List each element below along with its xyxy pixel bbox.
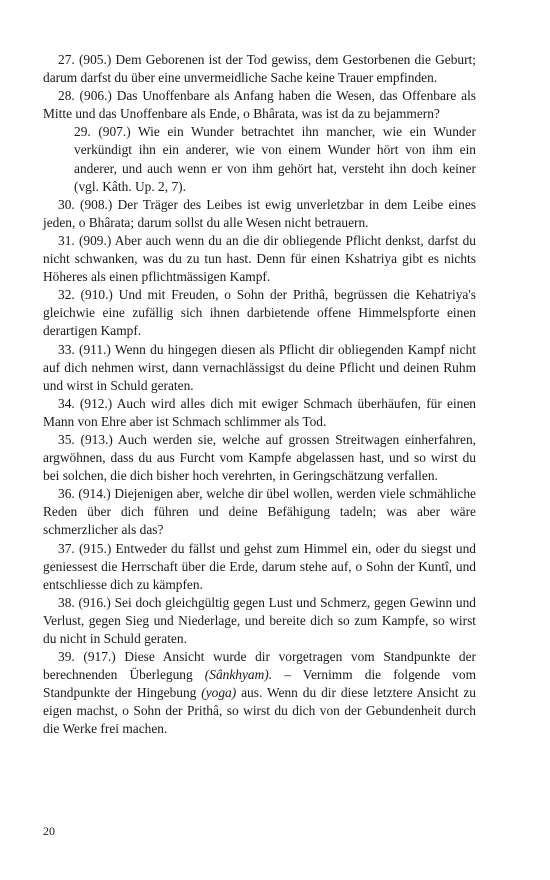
verse-39-text-before: 39. (917.) Diese Ansicht wurde dir vorgetragen vom Standpunkte der berechnenden Überlegung [43, 649, 476, 683]
verse-36: 36. (914.) Diejenigen aber, welche dir übel wollen, werden viele schmähliche Reden über dich führen und deine Befähigung tadeln; was aber wäre schmerzlicher als das? [43, 486, 476, 538]
verse-38: 38. (916.) Sei doch gleichgültig gegen Lust und Schmerz, gegen Gewinn und Verlust, gegen Sieg und Niederlage, und bereite dich so zum Kampfe, so wirst du nicht in Schuld geraten. [43, 594, 476, 646]
page-body-text [43, 51, 476, 739]
indented-verse-block [74, 123, 476, 195]
verse-39-text-middle: – Vernimm die folgende vom Standpunkte der Hingebung [43, 667, 476, 701]
verse-37: 37. (915.) Entweder du fällst und gehst zum Himmel ein, oder du siegst und geniessest die Herrschaft über die Erde, darum stehe auf, o Sohn der Kuntî, und entschliesse dich zu kämpfen. [43, 540, 476, 592]
verse-31: 31. (909.) Aber auch wenn du an die dir obliegende Pflicht denkst, darfst du nicht schwanken, was du zu tun hast. Denn für einen Kshatriya gibt es nichts Höheres als einen pflichtmässigen Kampf. [43, 232, 476, 285]
verse-33: 33. (911.) Wenn du hingegen diesen als Pflicht dir obliegenden Kampf nicht auf dich nehmen wirst, dann vernachlässigst du deine Pflicht und deinen Ruhm und wirst in Schuld geraten. [43, 341, 476, 393]
verse-39 [43, 648, 476, 738]
verse-29: 29. (907.) Wie ein Wunder betrachtet ihn mancher, wie ein Wunder verkündigt ihn ein anderer, wie von einem Wunder hört von ihm ein anderer, und auch wenn er von ihm gehört hat, versteht ihn doch keiner (vgl. Kâth. Up. 2, 7). [74, 124, 476, 194]
verse-30: 30. (908.) Der Träger des Leibes ist ewig unverletzbar in dem Leibe eines jeden, o Bhârata; darum sollst du alle Wesen nicht betrauern. [43, 196, 476, 230]
verse-35: 35. (913.) Auch werden sie, welche auf grossen Streitwagen einherfahren, argwöhnen, dass du aus Furcht vom Kampfe abgelassen hast, und so wirst du bei solchen, die dich bisher hoch verehrten, in Geringschätzung verfallen. [43, 431, 476, 484]
term-sankhyam: (Sânkhyam). [204, 667, 273, 683]
page-number: 20 [43, 824, 55, 838]
verse-34: 34. (912.) Auch wird alles dich mit ewiger Schmach überhäufen, für einen Mann von Ehre aber ist Schmach schlimmer als Tod. [43, 395, 476, 429]
verse-28: 28. (906.) Das Unoffenbare als Anfang haben die Wesen, das Offenbare als Mitte und das Unoffenbare als Ende, o Bhârata, was ist da zu bejammern? [43, 88, 476, 122]
verse-39-text-after: aus. Wenn du dir diese letztere Ansicht zu eigen machst, o Sohn der Prithâ, so wirst du dich von der Gebundenheit durch die Werke frei machen. [43, 685, 477, 737]
verse-32: 32. (910.) Und mit Freuden, o Sohn der Prithâ, begrüssen die Kehatriya's gleichwie eine zufällig sich ihnen darbietende offene Himmelspforte einen derartigen Kampf. [43, 287, 476, 339]
verse-27: 27. (905.) Dem Geborenen ist der Tod gewiss, dem Gestorbenen die Geburt; darum darfst du über eine unvermeidliche Sache keine Trauer empfinden. [43, 52, 476, 86]
term-yoga: (yoga) [201, 685, 237, 701]
